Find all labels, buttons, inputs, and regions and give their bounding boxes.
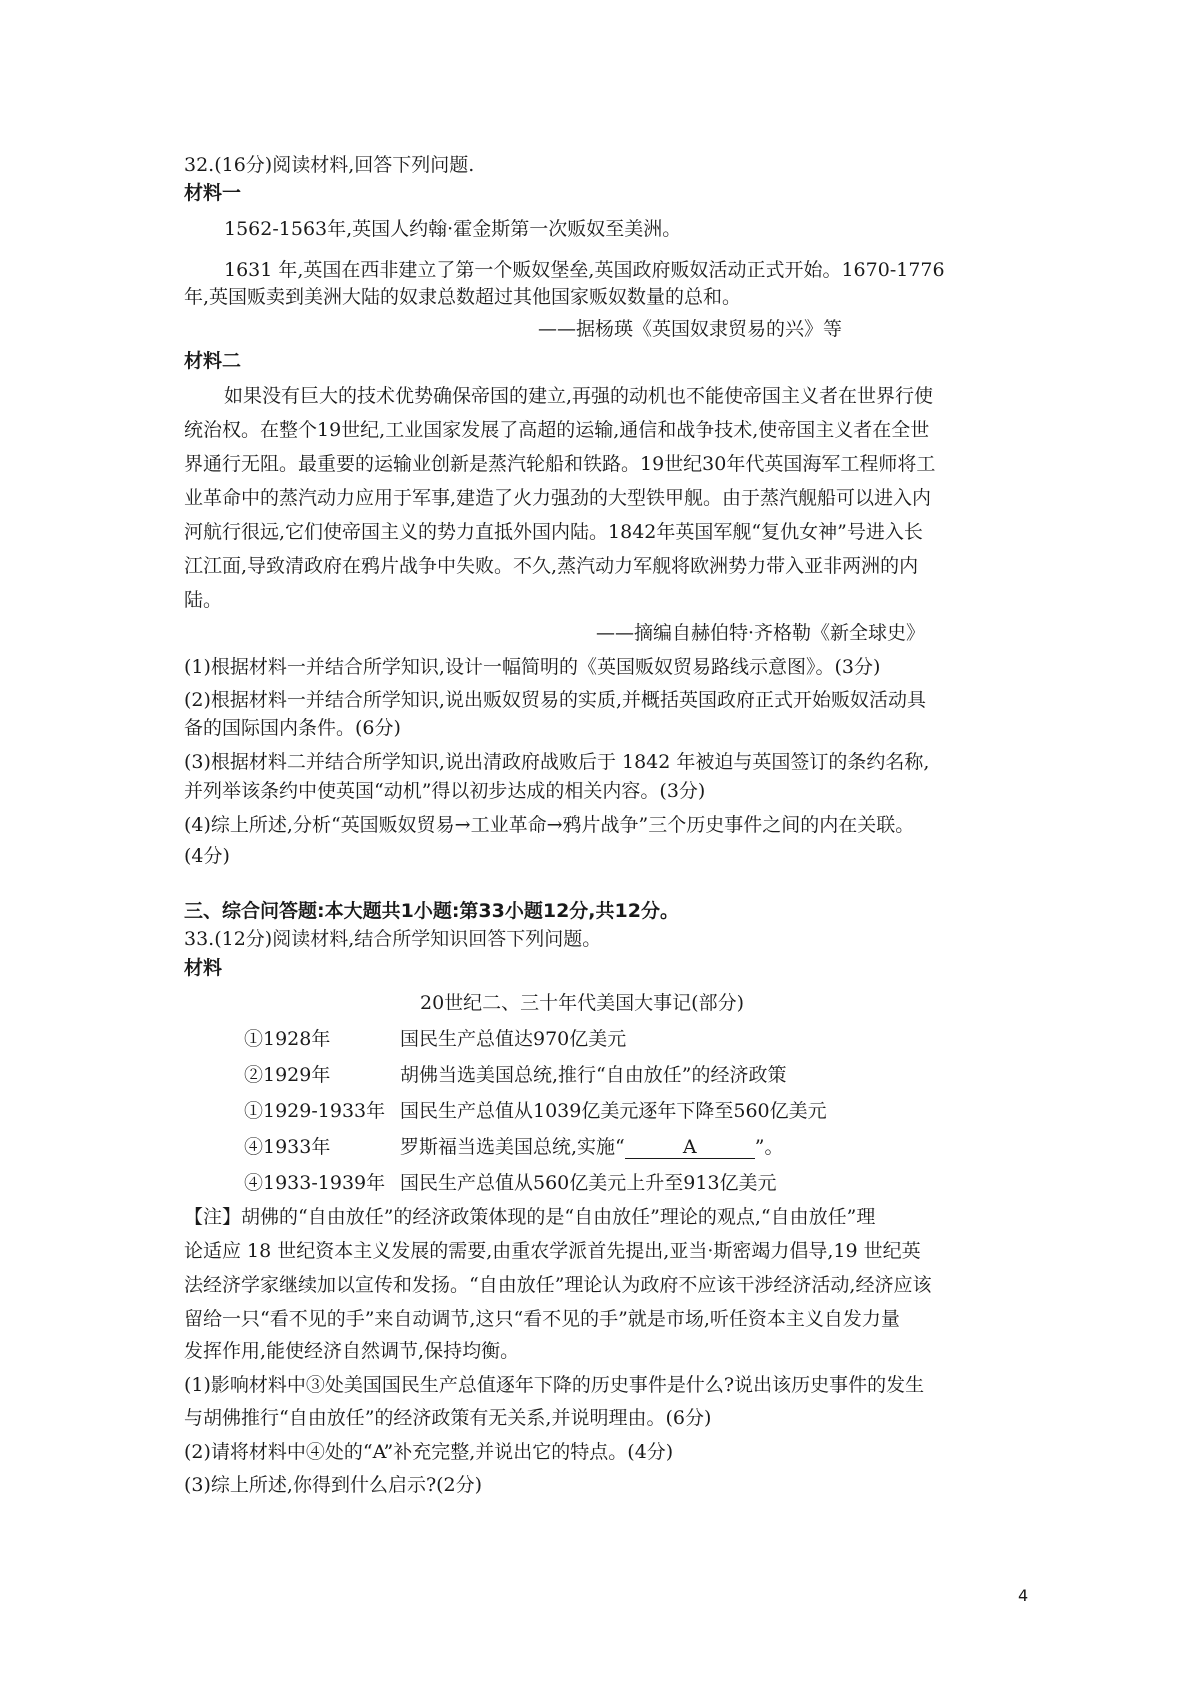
- q32-question-2-line2: 备的国际国内条件。(6分): [184, 717, 401, 739]
- page-number: 4: [1018, 1586, 1029, 1605]
- q32-material1-para1: 1562-1563年,英国人约翰·霍金斯第一次贩奴至美洲。: [224, 218, 682, 240]
- q32-question-2-line1: (2)根据材料一并结合所学知识,说出贩奴贸易的实质,并概括英国政府正式开始贩奴活动具: [184, 689, 926, 711]
- q33-question-2: (2)请将材料中④处的“A”补充完整,并说出它的特点。(4分): [184, 1441, 674, 1463]
- event-year: ④1933年: [244, 1136, 331, 1158]
- q32-material2-line: 统治权。在整个19世纪,工业国家发展了高超的运输,通信和战争技术,使帝国主义者在全世: [184, 419, 930, 441]
- q33-material-title: 材料: [184, 957, 223, 979]
- event-text: 国民生产总值从560亿美元上升至913亿美元: [400, 1172, 777, 1194]
- q32-material2-line: 江江面,导致清政府在鸦片战争中失败。不久,蒸汽动力军舰将欧洲势力带入亚非两洲的内: [184, 555, 919, 577]
- q32-material2-source: ——摘编自赫伯特·齐格勒《新全球史》: [596, 622, 926, 644]
- q33-note-line: 【注】胡佛的“自由放任”的经济政策体现的是“自由放任”理论的观点,“自由放任”理: [184, 1206, 876, 1228]
- event-text: [400, 1134, 783, 1161]
- q33-note-line: 发挥作用,能使经济自然调节,保持均衡。: [184, 1340, 520, 1362]
- q32-material1-para2-line1: 1631 年,英国在西非建立了第一个贩奴堡垒,英国政府贩奴活动正式开始。1670-1776: [224, 259, 945, 281]
- q32-question-3-line2: 并列举该条约中使英国“动机”得以初步达成的相关内容。(3分): [184, 780, 706, 802]
- q32-material2-line: 如果没有巨大的技术优势确保帝国的建立,再强的动机也不能使帝国主义者在世界行使: [224, 385, 934, 407]
- event-text: 胡佛当选美国总统,推行“自由放任”的经济政策: [400, 1064, 787, 1086]
- q32-material2-line: 陆。: [184, 589, 223, 611]
- q32-material1-title: 材料一: [184, 182, 242, 204]
- q32-header: 32.(16分)阅读材料,回答下列问题.: [184, 154, 475, 176]
- q32-question-4-line2: (4分): [184, 845, 230, 867]
- event-text-after-blank: ”。: [754, 1136, 784, 1158]
- event-year: ④1933-1939年: [244, 1172, 386, 1194]
- q32-material1-para2-line2: 年,英国贩卖到美洲大陆的奴隶总数超过其他国家贩奴数量的总和。: [184, 286, 742, 308]
- event-year: ②1929年: [244, 1064, 331, 1086]
- q32-material2-title: 材料二: [184, 350, 242, 372]
- event-text: 国民生产总值达970亿美元: [400, 1028, 627, 1050]
- event-year: ①1928年: [244, 1028, 331, 1050]
- q32-material1-source: ——据杨瑛《英国奴隶贸易的兴》等: [538, 318, 843, 340]
- fill-in-blank-a: A: [625, 1136, 755, 1159]
- q33-question-1-line2: 与胡佛推行“自由放任”的经济政策有无关系,并说明理由。(6分): [184, 1407, 712, 1429]
- q33-table-title: 20世纪二、三十年代美国大事记(部分): [420, 992, 745, 1014]
- q33-note-line: 留给一只“看不见的手”来自动调节,这只“看不见的手”就是市场,听任资本主义自发力量: [184, 1308, 900, 1330]
- q32-question-3-line1: (3)根据材料二并结合所学知识,说出清政府战败后于 1842 年被迫与英国签订的条约名称,: [184, 751, 930, 773]
- q32-question-1: (1)根据材料一并结合所学知识,设计一幅简明的《英国贩奴贸易路线示意图》。(3分): [184, 656, 881, 678]
- event-text-before-blank: 罗斯福当选美国总统,实施“: [400, 1136, 625, 1158]
- event-text: 国民生产总值从1039亿美元逐年下降至560亿美元: [400, 1100, 827, 1122]
- q33-note-line: 论适应 18 世纪资本主义发展的需要,由重农学派首先提出,亚当·斯密竭力倡导,19 世纪英: [184, 1240, 921, 1262]
- q32-question-4-line1: (4)综上所述,分析“英国贩奴贸易→工业革命→鸦片战争”三个历史事件之间的内在关联。: [184, 814, 915, 836]
- q33-question-1-line1: (1)影响材料中③处美国国民生产总值逐年下降的历史事件是什么?说出该历史事件的发生: [184, 1374, 925, 1396]
- event-year: ①1929-1933年: [244, 1100, 386, 1122]
- q33-note-line: 法经济学家继续加以宣传和发扬。“自由放任”理论认为政府不应该干涉经济活动,经济应该: [184, 1274, 932, 1296]
- q32-material2-line: 业革命中的蒸汽动力应用于军事,建造了火力强劲的大型铁甲舰。由于蒸汽舰船可以进入内: [184, 487, 932, 509]
- q32-material2-line: 河航行很远,它们使帝国主义的势力直抵外国内陆。1842年英国军舰“复仇女神”号进入长: [184, 521, 923, 543]
- q32-material2-line: 界通行无阻。最重要的运输业创新是蒸汽轮船和铁路。19世纪30年代英国海军工程师将工: [184, 453, 936, 475]
- section3-header: 三、综合问答题:本大题共1小题:第33小题12分,共12分。: [184, 900, 679, 922]
- q33-header: 33.(12分)阅读材料,结合所学知识回答下列问题。: [184, 928, 602, 950]
- q33-question-3: (3)综上所述,你得到什么启示?(2分): [184, 1474, 483, 1496]
